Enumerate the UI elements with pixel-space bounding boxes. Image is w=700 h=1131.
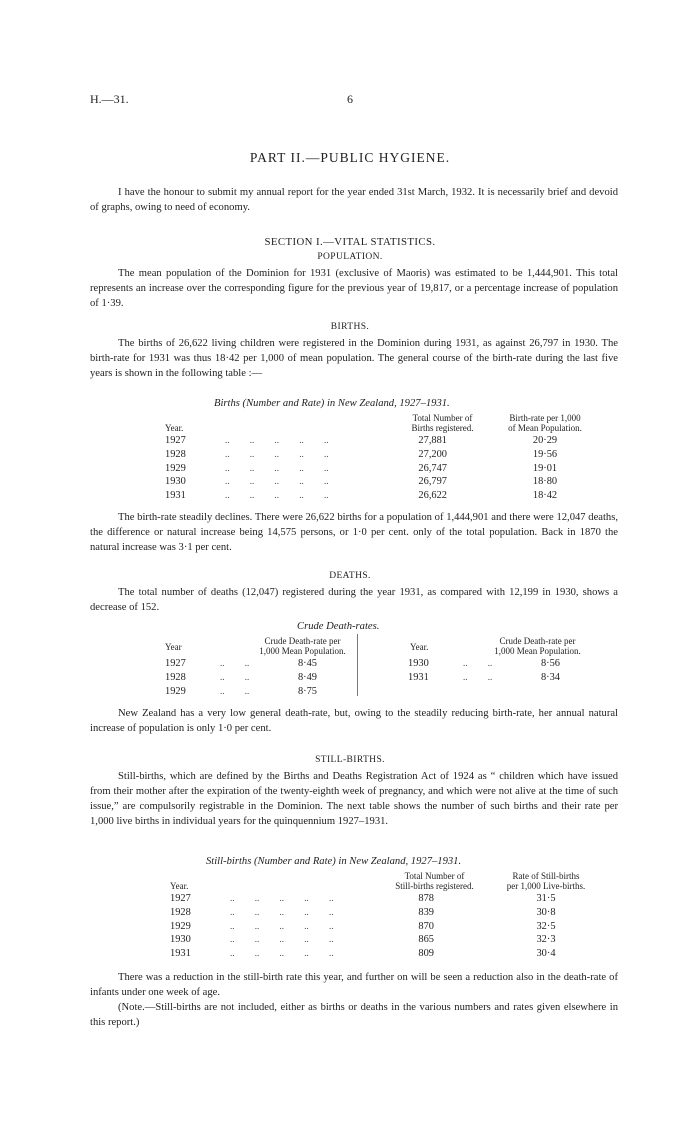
stillbirths-col-rate-line2: per 1,000 Live-births.: [506, 881, 586, 891]
table-row: [165, 658, 355, 672]
births-col-rate: [495, 413, 595, 433]
table-row: [165, 686, 355, 700]
births-col-rate-line2: of Mean Population.: [508, 423, 582, 433]
total-cell: 26,747: [418, 462, 447, 474]
leader-dots: .. ..: [463, 658, 493, 668]
deaths-col-rate-right: [480, 636, 595, 656]
stillbirths-heading: STILL-BIRTHS.: [315, 755, 385, 765]
stillbirths-paragraph: Still-births, which are defined by the Births and Deaths Registration Act of 1924 as “ children which have issued from their mother after the expiration of the twenty-eighth week of pregnancy, and which were not alive at the time of such issue,” are compulsorily registrable in the Dominion. The next table shows the number of such births and their rate per 1,000 live births in individual years for the quinquennium 1927–1931.: [90, 771, 618, 827]
total-cell: 26,797: [418, 476, 447, 488]
rate-cell: 32·3: [536, 934, 556, 946]
table-row: [170, 921, 600, 935]
stillbirths-col-rate-line1: Rate of Still-births: [512, 871, 580, 881]
leader-dots: .. .. .. .. ..: [225, 462, 329, 473]
leader-dots: .. .. .. .. ..: [230, 934, 334, 945]
population-paragraph: The mean population of the Dominion for 1931 (exclusive of Maoris) was estimated to be 1,444,901. This total represents an increase over the corresponding figure for the previous year of 19,817, or a percentage increase of population of 1·39.: [90, 268, 618, 309]
rate-cell: 32·5: [536, 920, 556, 932]
table-row: [165, 435, 595, 449]
leader-dots: .. .. .. .. ..: [230, 893, 334, 903]
year-cell: 1931: [165, 490, 186, 502]
deaths-col-rate-left: [245, 636, 360, 656]
total-cell: 27,881: [418, 435, 447, 446]
intro-paragraph: I have the honour to submit my annual report for the year ended 31st March, 1932. It is necessarily brief and devoid of graphs, owing to need of economy.: [90, 187, 618, 213]
rate-cell: 19·56: [532, 448, 558, 460]
leader-dots: .. .. .. .. ..: [225, 448, 329, 459]
rate-cell: 8·75: [297, 685, 317, 697]
table-row: [165, 476, 595, 490]
stillbirths-after-paragraph: There was a reduction in the still-birth rate this year, and further on will be seen a reduction also in the death-rate of infants under one week of age.: [90, 972, 618, 998]
deaths-paragraph: The total number of deaths (12,047) registered during the year 1931, as compared with 12,199 in 1930, shows a decrease of 152.: [90, 587, 618, 613]
births-col-year: Year.: [165, 423, 184, 433]
year-cell: 1927: [165, 658, 186, 669]
table-row: [408, 672, 598, 686]
leader-dots: .. ..: [220, 685, 250, 696]
year-cell: 1929: [165, 462, 186, 474]
deaths-col-rate-left-line1: Crude Death-rate per: [264, 636, 341, 646]
population-heading: POPULATION.: [317, 252, 383, 262]
deaths-table: [165, 634, 595, 696]
section-title: SECTION I.—VITAL STATISTICS.: [264, 236, 436, 248]
table-row: [170, 948, 600, 962]
year-cell: 1928: [170, 906, 191, 918]
deaths-heading: DEATHS.: [329, 571, 371, 581]
page-ref: H.—31.: [90, 92, 129, 106]
deaths-col-rate-right-line1: Crude Death-rate per: [499, 636, 576, 646]
stillbirths-table-title: Still-births (Number and Rate) in New Zealand, 1927–1931.: [206, 856, 462, 867]
births-paragraph: The births of 26,622 living children were registered in the Dominion during 1931, as against 26,797 in 1930. The birth-rate for 1931 was thus 18·42 per 1,000 of mean population. The general course of the birth-rate during the last five years is shown in the following table :—: [90, 338, 618, 379]
deaths-col-year-left: Year: [165, 642, 182, 652]
total-cell: 878: [418, 893, 434, 904]
year-cell: 1931: [170, 948, 191, 960]
stillbirths-col-rate: [492, 871, 600, 891]
leader-dots: .. .. .. .. ..: [230, 906, 334, 917]
table-row: [165, 449, 595, 463]
births-col-total: [405, 413, 480, 433]
stillbirths-col-total-line2: Still-births registered.: [395, 881, 474, 891]
year-cell: 1931: [408, 671, 429, 683]
year-cell: 1928: [165, 671, 186, 683]
year-cell: 1930: [165, 476, 186, 488]
year-cell: 1929: [170, 920, 191, 932]
year-cell: 1927: [165, 435, 186, 446]
leader-dots: .. .. .. .. ..: [225, 435, 329, 445]
rate-cell: 18·80: [532, 476, 558, 488]
total-cell: 870: [418, 920, 434, 932]
year-cell: 1927: [170, 893, 191, 904]
leader-dots: .. .. .. .. ..: [230, 948, 334, 959]
births-heading: BIRTHS.: [330, 322, 370, 332]
deaths-table-title: Crude Death-rates.: [297, 621, 380, 632]
births-col-rate-line1: Birth-rate per 1,000: [509, 413, 581, 423]
births-table-title: Births (Number and Rate) in New Zealand, 1927–1931.: [214, 398, 450, 409]
rate-cell: 8·56: [540, 658, 560, 669]
part-title: PART II.—PUBLIC HYGIENE.: [249, 150, 451, 165]
deaths-after-paragraph: New Zealand has a very low general death-rate, but, owing to the steadily reducing birth-rate, her annual natural increase of population is only 1·0 per cent.: [90, 708, 618, 734]
rate-cell: 19·01: [532, 462, 558, 474]
table-row: [170, 934, 600, 948]
total-cell: 809: [418, 948, 434, 960]
year-cell: 1928: [165, 448, 186, 460]
leader-dots: .. ..: [463, 671, 493, 682]
page-number: 6: [347, 92, 353, 106]
stillbirths-col-total-line1: Total Number of: [404, 871, 465, 881]
leader-dots: .. .. .. .. ..: [225, 476, 329, 487]
rate-cell: 30·8: [536, 906, 556, 918]
table-row: [165, 490, 595, 504]
rate-cell: 18·42: [532, 490, 558, 502]
table-row: [165, 463, 595, 477]
deaths-col-year-right: Year.: [410, 642, 429, 652]
table-row: [408, 658, 598, 672]
stillbirths-col-total: [382, 871, 487, 891]
table-row: [170, 907, 600, 921]
rate-cell: 8·34: [540, 671, 560, 683]
leader-dots: .. .. .. .. ..: [225, 490, 329, 501]
rate-cell: 20·29: [532, 435, 558, 446]
rate-cell: 31·5: [536, 893, 556, 904]
stillbirths-note: (Note.—Still-births are not included, either as births or deaths in the various numbers and rates given elsewhere in this report.): [90, 1002, 618, 1028]
deaths-table-divider: [357, 634, 358, 696]
deaths-col-rate-right-line2: 1,000 Mean Population.: [494, 646, 581, 656]
deaths-col-rate-left-line2: 1,000 Mean Population.: [259, 646, 346, 656]
table-row: [170, 893, 600, 907]
year-cell: 1930: [408, 658, 429, 669]
total-cell: 26,622: [418, 490, 447, 502]
leader-dots: .. ..: [220, 658, 250, 668]
births-col-total-line2: Births registered.: [411, 423, 474, 433]
total-cell: 865: [418, 934, 434, 946]
total-cell: 27,200: [418, 448, 447, 460]
year-cell: 1930: [170, 934, 191, 946]
rate-cell: 30·4: [536, 948, 556, 960]
births-after-paragraph: The birth-rate steadily declines. There were 26,622 births for a population of 1,444,901 and there were 12,047 deaths, the difference or natural increase being 14,575 persons, or 1·0 per cent. only of the total population. Back in 1870 the natural increase was 3·1 per cent.: [90, 512, 618, 553]
leader-dots: .. ..: [220, 671, 250, 682]
births-col-total-line1: Total Number of: [412, 413, 473, 423]
rate-cell: 8·49: [297, 671, 317, 683]
leader-dots: .. .. .. .. ..: [230, 920, 334, 931]
table-row: [165, 672, 355, 686]
total-cell: 839: [418, 906, 434, 918]
year-cell: 1929: [165, 685, 186, 697]
stillbirths-col-year: Year.: [170, 881, 189, 891]
rate-cell: 8·45: [297, 658, 317, 669]
